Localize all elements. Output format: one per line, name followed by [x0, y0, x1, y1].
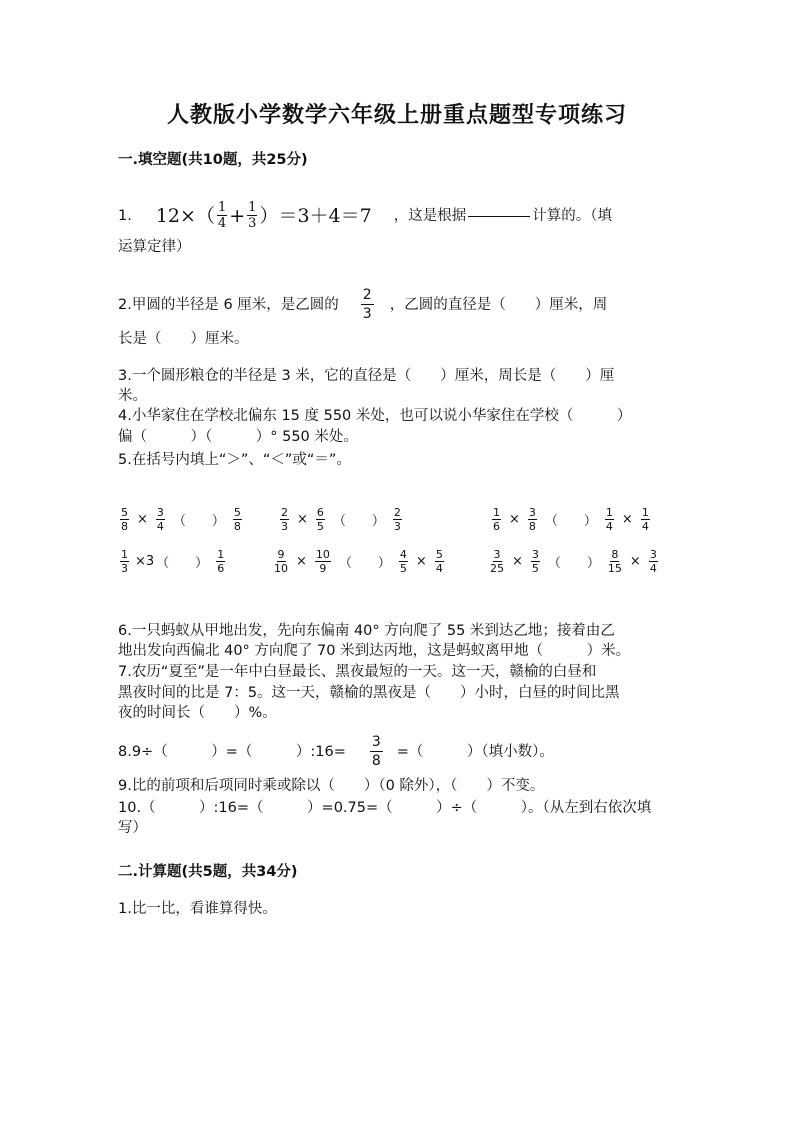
question-9-line-1: 9.比的前项和后项同时乘或除以（ ）（0 除外），（ ）不变。 — [118, 778, 545, 794]
comparison-item: $\frac{1}{3}$ ×3 （ ） $\frac{1}{6}$ — [121, 548, 225, 575]
comparison-blank[interactable]: （ ） — [172, 514, 225, 529]
fraction: $\frac{1}{3}$ — [121, 548, 128, 575]
fraction: $\frac{3}{4}$ — [156, 506, 164, 533]
fraction: $\frac{3}{4}$ — [649, 548, 657, 575]
fraction: $\frac{2}{3}$ — [281, 506, 288, 533]
fraction: $\frac{1}{4}$ — [641, 506, 649, 533]
fraction: $\frac{5}{4}$ — [435, 548, 443, 575]
fraction: $\frac{3}{8}$ — [528, 506, 536, 533]
question-7-line-3: 夜的时间长（ ）%。 — [118, 705, 277, 721]
comparison-blank[interactable]: （ ） — [338, 556, 391, 571]
question-7-line-2: 黑夜时间的比是 7：5。这一天，赣榆的黑夜是（ ）小时，白昼的时间比黑 — [118, 685, 620, 701]
fraction: $\frac{1}{3}$ — [248, 200, 257, 231]
fraction: $\frac{8}{15}$ — [607, 548, 622, 575]
fraction: $\frac{1}{6}$ — [217, 548, 225, 575]
question-1-number: 1. — [118, 207, 132, 224]
question-10-line-2: 写） — [118, 820, 147, 836]
question-5-line-1: 5.在括号内填上“＞”、“＜”或“＝”。 — [118, 452, 351, 468]
question-1-line-2: 运算定律） — [118, 239, 191, 255]
comparison-item: $\frac{9}{10}$ × $\frac{10}{9}$ （ ） $\frac{4}{5}$ × $\frac{5}{4}$ — [274, 548, 443, 575]
comparison-item: $\frac{2}{3}$ × $\frac{6}{5}$ （ ） $\frac{2}{3}$ — [281, 506, 401, 533]
comparison-blank[interactable]: （ ） — [547, 556, 600, 571]
section-heading-fill-in: 一.填空题(共10题，共25分) — [118, 152, 308, 168]
fraction: $\frac{3}{25}$ — [490, 548, 504, 575]
question-2-line-1: 2.甲圆的半径是 6 厘米，是乙圆的 $\frac{2}{3}$ ，乙圆的直径是（ ）厘米，周 — [118, 287, 608, 322]
question-10-line-1: 10.（ ）:16=（ ）=0.75=（ ）÷（ ）。（从左到右依次填 — [118, 800, 652, 816]
fraction: $\frac{6}{5}$ — [316, 506, 324, 533]
fraction: $\frac{2}{3}$ — [362, 287, 372, 322]
question-6-line-2: 地出发向西偏北 40° 方向爬了 70 米到达丙地，这是蚂蚁离甲地（ ）米。 — [118, 643, 631, 659]
comparison-blank[interactable]: （ ） — [156, 556, 209, 571]
question-4-line-1: 4.小华家住在学校北偏东 15 度 550 米处，也可以说小华家住在学校（ ） — [118, 408, 632, 424]
comparison-item: $\frac{1}{6}$ × $\frac{3}{8}$ （ ） $\frac{1}{4}$ × $\frac{1}{4}$ — [493, 506, 649, 533]
calc-question-1: 1.比一比，看谁算得快。 — [118, 901, 277, 917]
comparison-blank[interactable]: （ ） — [544, 514, 597, 529]
comparison-blank[interactable]: （ ） — [332, 514, 385, 529]
comparison-item: $\frac{5}{8}$ × $\frac{3}{4}$ （ ） $\frac{5}{8}$ — [121, 506, 241, 533]
fraction: $\frac{3}{8}$ — [371, 734, 381, 769]
question-2-line-2: 长是（ ）厘米。 — [118, 331, 249, 347]
question-3-line-1: 3.一个圆形粮仓的半径是 3 米，它的直径是（ ）厘米，周长是（ ）厘 — [118, 368, 615, 384]
question-1-formula: 12×（ $\frac{1}{4}$ + $\frac{1}{3}$ ）＝3＋4＝7 — [155, 200, 372, 231]
question-3-line-2: 米。 — [118, 388, 147, 404]
fraction: $\frac{4}{5}$ — [399, 548, 407, 575]
fraction: $\frac{10}{9}$ — [315, 548, 330, 575]
question-4-line-2: 偏（ ）（ ）° 550 米处。 — [118, 429, 358, 445]
question-1-line-1: 1. 12×（ $\frac{1}{4}$ + $\frac{1}{3}$ ）＝3＋4＝7 ，这是根据 计算的。（填 — [118, 200, 612, 231]
fraction: $\frac{1}{4}$ — [605, 506, 613, 533]
fraction: $\frac{3}{5}$ — [531, 548, 539, 575]
question-6-line-1: 6.一只蚂蚁从甲地出发，先向东偏南 40° 方向爬了 55 米到达乙地；接着由乙 — [118, 623, 615, 639]
question-8-line-1: 8.9÷（ ）=（ ）:16= $\frac{3}{8}$ =（ ）（填小数）。 — [118, 734, 554, 769]
fraction: $\frac{5}{8}$ — [233, 506, 241, 533]
page-title: 人教版小学数学六年级上册重点题型专项练习 — [166, 102, 627, 128]
section-heading-calculation: 二.计算题(共5题，共34分) — [118, 864, 298, 880]
fraction: $\frac{5}{8}$ — [121, 506, 128, 533]
fraction: $\frac{1}{6}$ — [493, 506, 500, 533]
fraction: $\frac{9}{10}$ — [274, 548, 288, 575]
comparison-item: $\frac{3}{25}$ × $\frac{3}{5}$ （ ） $\frac{8}{15}$ × $\frac{3}{4}$ — [490, 548, 657, 575]
fraction: $\frac{2}{3}$ — [393, 506, 401, 533]
answer-blank[interactable] — [468, 215, 530, 217]
question-7-line-1: 7.农历“夏至”是一年中白昼最长、黑夜最短的一天。这一天，赣榆的白昼和 — [118, 664, 597, 680]
fraction: $\frac{1}{4}$ — [217, 200, 227, 231]
